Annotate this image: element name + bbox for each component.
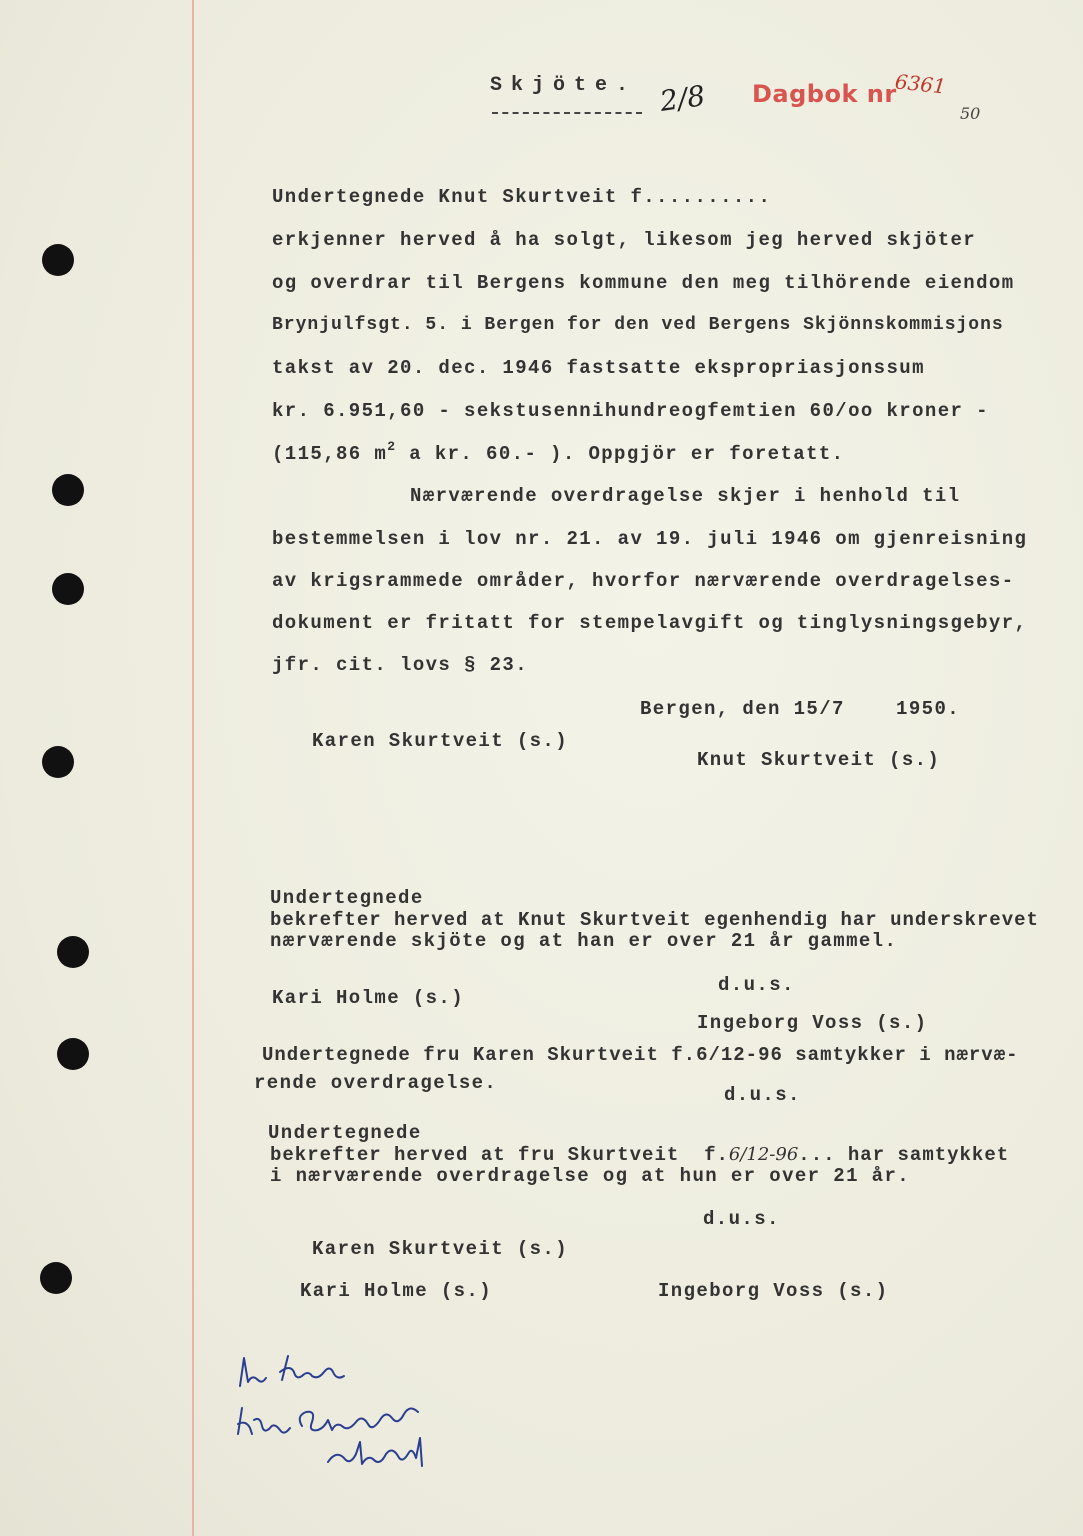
witness-kari: Kari Holme (s.): [300, 1280, 493, 1302]
witness-ingeborg: Ingeborg Voss (s.): [697, 1012, 928, 1034]
duss: d.u.s.: [718, 974, 795, 996]
text-line: bestemmelsen i lov nr. 21. av 19. juli 1946 om gjenreisning: [272, 528, 1028, 550]
consent-line: Undertegnede fru Karen Skurtveit f.6/12-96 samtykker i nærvæ-: [262, 1044, 1019, 1066]
register-number: 6361: [893, 69, 948, 99]
register-year: 50: [960, 104, 981, 123]
register-stamp: Dagbok nr: [752, 80, 897, 108]
punch-hole: [42, 244, 74, 276]
punch-hole: [52, 573, 84, 605]
area-superscript: 2: [387, 439, 397, 454]
handwritten-birthdate: 6/12-96: [728, 1144, 799, 1165]
area-text-rest: a kr. 60.- ). Oppgjör er foretatt.: [396, 443, 845, 465]
text-line: Brynjulfsgt. 5. i Bergen for den ved Bergens Skjönnskommisjons: [272, 315, 1004, 335]
area-text: (115,86 m: [272, 443, 388, 465]
punch-hole: [52, 474, 84, 506]
signature-knut: Knut Skurtveit (s.): [697, 749, 941, 771]
duss: d.u.s.: [724, 1084, 801, 1106]
text-line: [272, 439, 845, 465]
margin-line: [192, 0, 194, 1536]
attest-line: [270, 1144, 1009, 1166]
handwritten-signature: [232, 1350, 452, 1480]
text-line: kr. 6.951,60 - sekstusennihundreogfemtien 60/oo kroner -: [272, 400, 989, 422]
attest-line: i nærværende overdragelse og at hun er over 21 år.: [270, 1165, 911, 1187]
witness-kari: Kari Holme (s.): [272, 987, 465, 1009]
signature-karen: Karen Skurtveit (s.): [312, 1238, 569, 1260]
title-underline: [492, 112, 642, 114]
attest-line: Undertegnede: [270, 887, 424, 909]
text-line: erkjenner herved å ha solgt, likesom jeg herved skjöter: [272, 229, 977, 251]
consent-line: rende overdragelse.: [254, 1072, 498, 1094]
witness-ingeborg: Ingeborg Voss (s.): [658, 1280, 889, 1302]
document-title: Skjöte.: [490, 74, 638, 97]
text-line: Undertegnede Knut Skurtveit f..........: [272, 186, 772, 208]
signature-karen: Karen Skurtveit (s.): [312, 730, 569, 752]
place-date: Bergen, den 15/7 1950.: [640, 698, 961, 720]
text-line: av krigsrammede områder, hvorfor nærværende overdragelses-: [272, 570, 1015, 592]
attest-line: Undertegnede: [268, 1122, 422, 1144]
attest-text-rest: ... har samtykket: [798, 1144, 1010, 1166]
duss: d.u.s.: [703, 1208, 780, 1230]
punch-hole: [57, 1038, 89, 1070]
text-line: og overdrar til Bergens kommune den meg tilhörende eiendom: [272, 272, 1015, 294]
text-line: takst av 20. dec. 1946 fastsatte ekspropriasjonssum: [272, 357, 925, 379]
text-line: jfr. cit. lovs § 23.: [272, 654, 529, 676]
attest-text: bekrefter herved at fru Skurtveit f.: [270, 1144, 729, 1166]
punch-hole: [42, 746, 74, 778]
text-line: Nærværende overdragelse skjer i henhold til: [410, 485, 961, 507]
handwritten-date: 2/8: [657, 79, 708, 118]
punch-hole: [40, 1262, 72, 1294]
punch-hole: [57, 936, 89, 968]
attest-line: bekrefter herved at Knut Skurtveit egenhendig har underskrevet: [270, 909, 1039, 931]
text-line: dokument er fritatt for stempelavgift og tinglysningsgebyr,: [272, 612, 1028, 634]
attest-line: nærværende skjöte og at han er over 21 år gammel.: [270, 930, 898, 952]
